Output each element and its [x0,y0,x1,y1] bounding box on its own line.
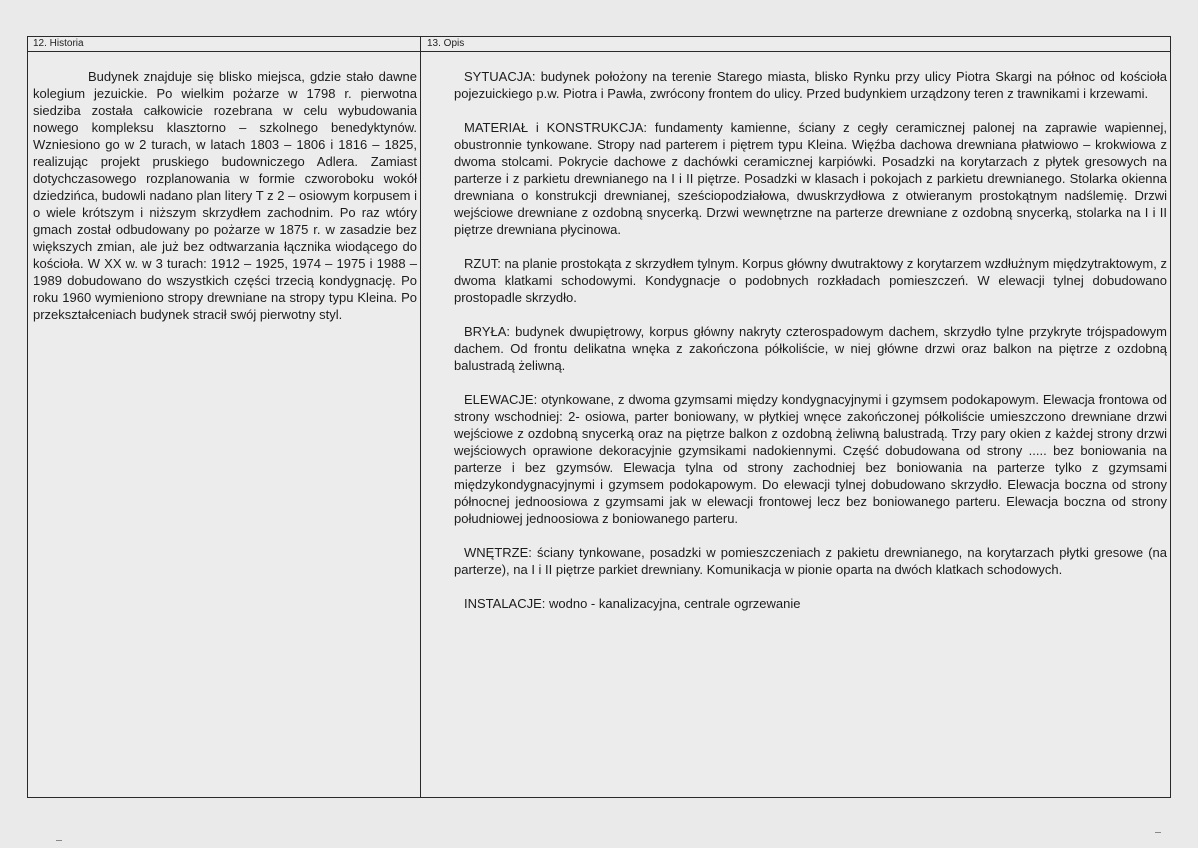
history-text: Budynek znajduje się blisko miejsca, gdzie stało dawne kolegium jezuickie. Po wielkim pożarze w 1798 r. pierwotna siedziba została całkowicie rozebrana w celu wybudowania nowego kompleksu klasztorno – szkolnego benedyktynów. Wzniesiono go w 2 turach, w latach 1803 – 1806 i 1816 – 1825, realizując projekt pruskiego budowniczego Adlera. Zamiast dotychczasowego rozplanowania w formie czworoboku wokół dziedzińca, budowli nadano plan litery T z 2 – osiowym korpusem i o wiele krótszym i niższym skrzydłem zachodnim. Po raz wtóry gmach został odbudowany po pożarze w 1875 r. w zasadzie bez większych zmian, ale już bez odtwarzania łącznika wiodącego do kościoła. W XX w. w 3 turach: 1912 – 1925, 1974 – 1975 i 1988 – 1989 dobudowano do wszystkich części trzecią kondygnację. Po roku 1960 wymieniono stropy drewniane na stropy typu Kleina. Po przekształceniach budynek stracił swój pierwotny styl. [33,69,417,322]
paragraph-elevations: ELEWACJE: otynkowane, z dwoma gzymsami między kondygnacyjnymi i gzymsem podokapowym. Elewacja frontowa od strony wschodniej: 2- osiowa, parter boniowany, w płytkiej wnęce zakończonej półkoliście umieszczono drewniane drzwi wejściowe z ozdobną snycerką oraz na piętrze balkon z ozdobną żeliwną balustradą. Trzy pary okien z każdej strony drzwi wejściowych oprawione dekoracyjnie gzymsikami nadokiennymi. Część dobudowana od strony ..... bez boniowania na parterze i bez gzymsów. Elewacja tylna od strony zachodniej bez boniowania na parterze tylko z gzymsami międzykondygnacyjnymi i gzymsem podokapowym. Do elewacji tylnej dobudowano skrzydło. Elewacja boczna od strony północnej jednoosiowa z gzymsami jak w elewacji frontowej lecz bez boniowanego parteru. Elewacja boczna od strony południowej jednoosiowa z boniowanego parteru. [454,392,1167,526]
column-divider [420,37,421,797]
paragraph-massing: BRYŁA: budynek dwupiętrowy, korpus główny nakryty czterospadowym dachem, skrzydło tylne przykryte trójspadowym dachem. Od frontu delikatna wnęka z zakończona półkoliście, w niej główne drzwi oraz balkon na piętrze z ozdobną balustradą żeliwną. [454,324,1167,373]
scan-mark-left [56,840,62,841]
history-header: 12. Historia [33,38,84,49]
paragraph-plan: RZUT: na planie prostokąta z skrzydłem tylnym. Korpus główny dwutraktowy z korytarzem wzdłużnym międzytraktowym, z dwoma klatkami schodowymi. Kondygnacje o podobnych rozkładach pomieszczeń. W elewacji tylnej dobudowano prostopadle skrzydło. [454,256,1167,305]
paragraph-installations: INSTALACJE: wodno - kanalizacyjna, centrale ogrzewanie [464,596,801,611]
history-column [33,68,417,323]
paragraph-interior: WNĘTRZE: ściany tynkowane, posadzki w pomieszczeniach z pakietu drewnianego, na korytarzach płytki gresowe (na parterze), na I i II piętrze parkiet drewniany. Komunikacja w pionie oparta na dwóch klatkach schodowych. [454,545,1167,577]
record-form [27,36,1171,798]
paragraph-situation: SYTUACJA: budynek położony na terenie Starego miasta, blisko Rynku przy ulicy Piotra Skargi na północ od kościoła pojezuickiego p.w. Piotra i Pawła, zwrócony frontem do ulicy. Przed budynkiem urządzony teren z trawnikami i krzewami. [454,69,1167,101]
header-rule-right [421,51,1170,52]
scan-mark-right [1155,832,1161,833]
description-column [454,68,1167,629]
description-header: 13. Opis [427,38,465,49]
header-rule-left [28,51,421,52]
paragraph-material: MATERIAŁ i KONSTRUKCJA: fundamenty kamienne, ściany z cegły ceramicznej palonej na zaprawie wapiennej, obustronnie tynkowane. Stropy nad parterem i piętrem typu Kleina. Więźba dachowa drewniana płatwiowo – krokwiowa z dwoma stolcami. Pokrycie dachowe z dachówki ceramicznej karpiówki. Posadzki na korytarzach z płytek gresowych na parterze i z parkietu drewnianego na I i II piętrze. Posadzki w klasach i pokojach z parkietu drewnianego. Stolarka okienna drewniana o konstrukcji drewnianej, sześciopodziałowa, dwuskrzydłowa z otwieranym prostokątnym nadślemię. Drzwi wejściowe drewniane z ozdobną snycerką. Drzwi wewnętrzne na parterze drewniane z ozdobną snycerką, stolarka na I i II piętrze drewniana płycinowa. [454,120,1167,237]
